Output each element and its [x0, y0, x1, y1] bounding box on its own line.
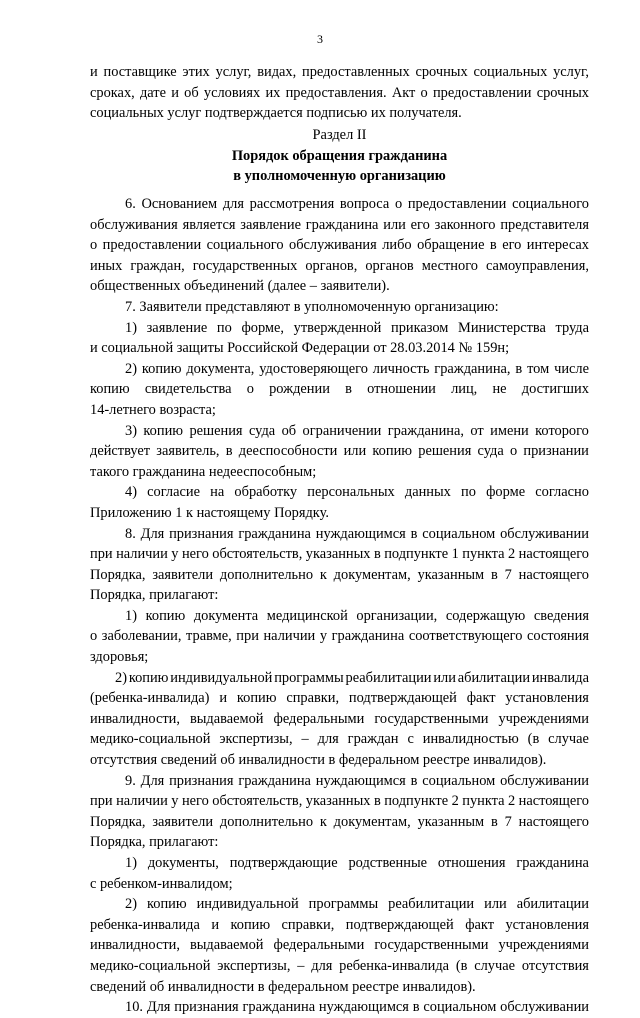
text-line: с ребенком-инвалидом;	[90, 875, 233, 892]
text-line: медико-социальной экспертизы, – для ребенка-инвалида (в случае отсутствия	[90, 957, 589, 974]
text-line: 7. Заявители представляют в уполномоченную организацию:	[125, 298, 499, 315]
text-line: и социальной защиты Российской Федерации от 28.03.2014 № 159н;	[90, 340, 510, 357]
text-line: социальных услуг подтверждается подписью их получателя.	[90, 105, 462, 122]
section-label: Раздел II	[312, 127, 367, 143]
text-line: 8. Для признания гражданина нуждающимся в социальном обслуживании	[125, 525, 589, 542]
text-line: 14-летнего возраста;	[90, 401, 216, 418]
section-title-line1: Порядок обращения гражданина	[231, 147, 448, 164]
text-line: 3) копию решения суда об ограничении гражданина, от имени которого	[125, 422, 589, 439]
text-line: 1) документы, подтверждающие родственные отношения гражданина	[125, 855, 589, 871]
text-line: общественных объединений (далее – заявители).	[90, 278, 390, 295]
text-line: такого гражданина недееспособным;	[90, 463, 317, 480]
page-number: 3	[317, 32, 323, 46]
text-line: 6. Основанием для рассмотрения вопроса о предоставлении социального	[125, 196, 589, 212]
text-line: 2) копию индивидуальной программы реабилитации или абилитации инвалида	[115, 669, 589, 686]
text-line: 9. Для признания гражданина нуждающимся в социальном обслуживании	[125, 772, 589, 789]
section-heading	[90, 125, 589, 187]
paragraph-8	[90, 524, 589, 771]
text-line: при наличии у него обстоятельств, указанных в подпункте 1 пункта 2 настоящего	[90, 546, 589, 563]
text-line: (ребенка-инвалида) и копию справки, подтверждающей факт установления	[90, 690, 589, 707]
paragraph-6	[90, 194, 589, 297]
text-line: и поставщике этих услуг, видах, предоставленных срочных социальных услуг,	[90, 64, 589, 80]
text-line: отсутствия сведений об инвалидности в федеральном реестре инвалидов).	[90, 752, 547, 769]
text-line: 1) копию документа медицинской организации, содержащую сведения	[125, 607, 589, 624]
text-line: иных граждан, государственных органов, органов местного самоуправления,	[90, 257, 589, 274]
paragraph-7	[90, 297, 589, 524]
text-line: Порядка, заявители дополнительно к документам, указанным в 7 настоящего	[90, 566, 589, 583]
text-line: Приложению 1 к настоящему Порядку.	[90, 504, 329, 521]
text-line: сведений об инвалидности в федеральном реестре инвалидов).	[90, 978, 476, 995]
text-line: копию свидетельства о рождении в отношении лиц, не достигших	[90, 381, 589, 398]
paragraph-10	[90, 997, 589, 1018]
text-line: о заболевании, травме, при наличии у гражданина соответствующего состояния	[90, 628, 589, 645]
section-title-line2: в уполномоченную организацию	[233, 168, 446, 185]
text-line: 2) копию индивидуальной программы реабилитации или абилитации	[125, 896, 589, 913]
text-line: 10. Для признания гражданина нуждающимся в социальном обслуживании	[125, 999, 589, 1016]
text-line: Порядка, прилагают:	[90, 587, 219, 604]
text-line: сроках, дате и об условиях их предоставления. Акт о предоставлении срочных	[90, 84, 589, 101]
text-line: 1) заявление по форме, утвержденной приказом Министерства труда	[125, 319, 589, 336]
paragraph-9	[90, 771, 589, 998]
text-line: обслуживания является заявление гражданина или его законного представителя	[90, 216, 589, 233]
text-line: ребенка-инвалида и копию справки, подтверждающей факт установления	[90, 916, 589, 933]
text-line: Порядка, прилагают:	[90, 834, 219, 851]
text-line: инвалидности, выдаваемой федеральными государственными учреждениями	[90, 937, 589, 954]
text-line: инвалидности, выдаваемой федеральными государственными учреждениями	[90, 710, 589, 727]
text-line: 4) согласие на обработку персональных данных по форме согласно	[125, 484, 589, 501]
body-text	[90, 194, 589, 1018]
text-line: действует заявитель, в дееспособности или копию решения суда о признании	[90, 443, 589, 460]
text-line: при наличии у него обстоятельств, указанных в подпункте 2 пункта 2 настоящего	[90, 793, 589, 810]
text-line: медико-социальной экспертизы, – для граждан с инвалидностью (в случае	[90, 731, 589, 748]
intro-paragraph	[90, 62, 589, 124]
text-line: Порядка, заявители дополнительно к документам, указанным в 7 настоящего	[90, 813, 589, 830]
text-line: здоровья;	[90, 649, 149, 666]
text-line: о предоставлении социального обслуживания либо обращение в его интересах	[90, 237, 589, 254]
text-line: 2) копию документа, удостоверяющего личность гражданина, в том числе	[125, 360, 589, 377]
